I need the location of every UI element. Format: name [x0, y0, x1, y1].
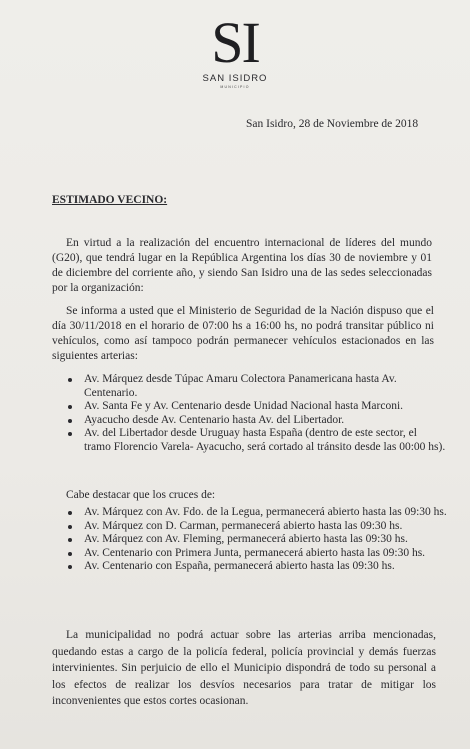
arterias-list: [66, 373, 446, 454]
list-item: [66, 547, 452, 561]
bullet-icon: [68, 565, 72, 569]
list-item: [66, 560, 452, 574]
list-item: [66, 414, 446, 428]
intro-paragraph: En virtud a la realización del encuentro internacional de líderes del mundo (G20), que tendrá lugar en la República Argentina los días 30 de noviembre y 01 de diciembre del corriente año, y siendo San Isidro una de las sedes seleccionadas por la organización:: [52, 237, 432, 294]
bullet-icon: [68, 511, 72, 515]
list-item-text: Av. del Libertador desde Uruguay hasta España (dentro de este sector, el tramo Florencio Varela- Ayacucho, será cortado al tránsito desde las 00:00 hs).: [84, 427, 446, 453]
logo-subtitle: MUNICIPIO: [220, 85, 250, 89]
list-item: [66, 400, 446, 414]
list-item-text: Av. Centenario con Primera Junta, permanecerá abierto hasta las 09:30 hs.: [84, 546, 426, 559]
list-item-text: Av. Márquez con Av. Fdo. de la Legua, permanecerá abierto hasta las 09:30 hs.: [84, 506, 447, 518]
list-item-text: Ayacucho desde Av. Centenario hasta Av. del Libertador.: [84, 413, 345, 426]
list-item-text: Av. Márquez con Av. Fleming, permanecerá abierto hasta las 09:30 hs.: [84, 533, 408, 545]
list-item: [66, 506, 452, 520]
bullet-icon: [68, 432, 72, 436]
notice-paragraph: Se informa a usted que el Ministerio de Seguridad de la Nación dispuso que el día 30/11/2018 en el horario de 07:00 hs a 16:00 hs, no podrá transitar público ni vehículos, como así tampoco podrán permanecer vehículos estacionados en las siguientes arterias:: [52, 305, 434, 362]
list-item-text: Av. Centenario con España, permanecerá abierto hasta las 09:30 hs.: [84, 560, 395, 572]
list-item-text: Av. Márquez con D. Carman, permanecerá abierto hasta las 09:30 hs.: [84, 519, 403, 532]
bullet-icon: [68, 378, 72, 382]
closing-paragraph: La municipalidad no podrá actuar sobre las arterias arriba mencionadas, quedando estas a cargo de la policía federal, policía provincial y demás fuerzas intervinientes. Sin perjuicio de ello el Municipio dispondrá de todo su personal a los efectos de realizar los desvíos necesarios para tratar de mitigar los inconvenientes que estos cortes ocasionan.: [52, 629, 436, 707]
logo-mark: SI: [211, 10, 259, 75]
municipio-logo: [198, 10, 272, 89]
bullet-icon: [68, 538, 72, 542]
list-item: [66, 427, 446, 454]
bullet-icon: [68, 525, 72, 529]
list-item-text: Av. Márquez desde Túpac Amaru Colectora Panamericana hasta Av. Centenario.: [84, 373, 397, 399]
list-item: [66, 520, 452, 534]
bullet-icon: [68, 419, 72, 423]
list-item-text: Av. Santa Fe y Av. Centenario desde Unidad Nacional hasta Marconi.: [84, 400, 404, 412]
bullet-icon: [68, 552, 72, 556]
letter-date: San Isidro, 28 de Noviembre de 2018: [246, 118, 419, 130]
logo-name: SAN ISIDRO: [202, 73, 268, 84]
cruces-list: [66, 506, 452, 574]
list-item: [66, 373, 446, 400]
list-item: [66, 533, 452, 547]
cruces-intro: Cabe destacar que los cruces de:: [66, 489, 216, 501]
bullet-icon: [68, 405, 72, 409]
salutation: ESTIMADO VECINO:: [52, 194, 168, 206]
